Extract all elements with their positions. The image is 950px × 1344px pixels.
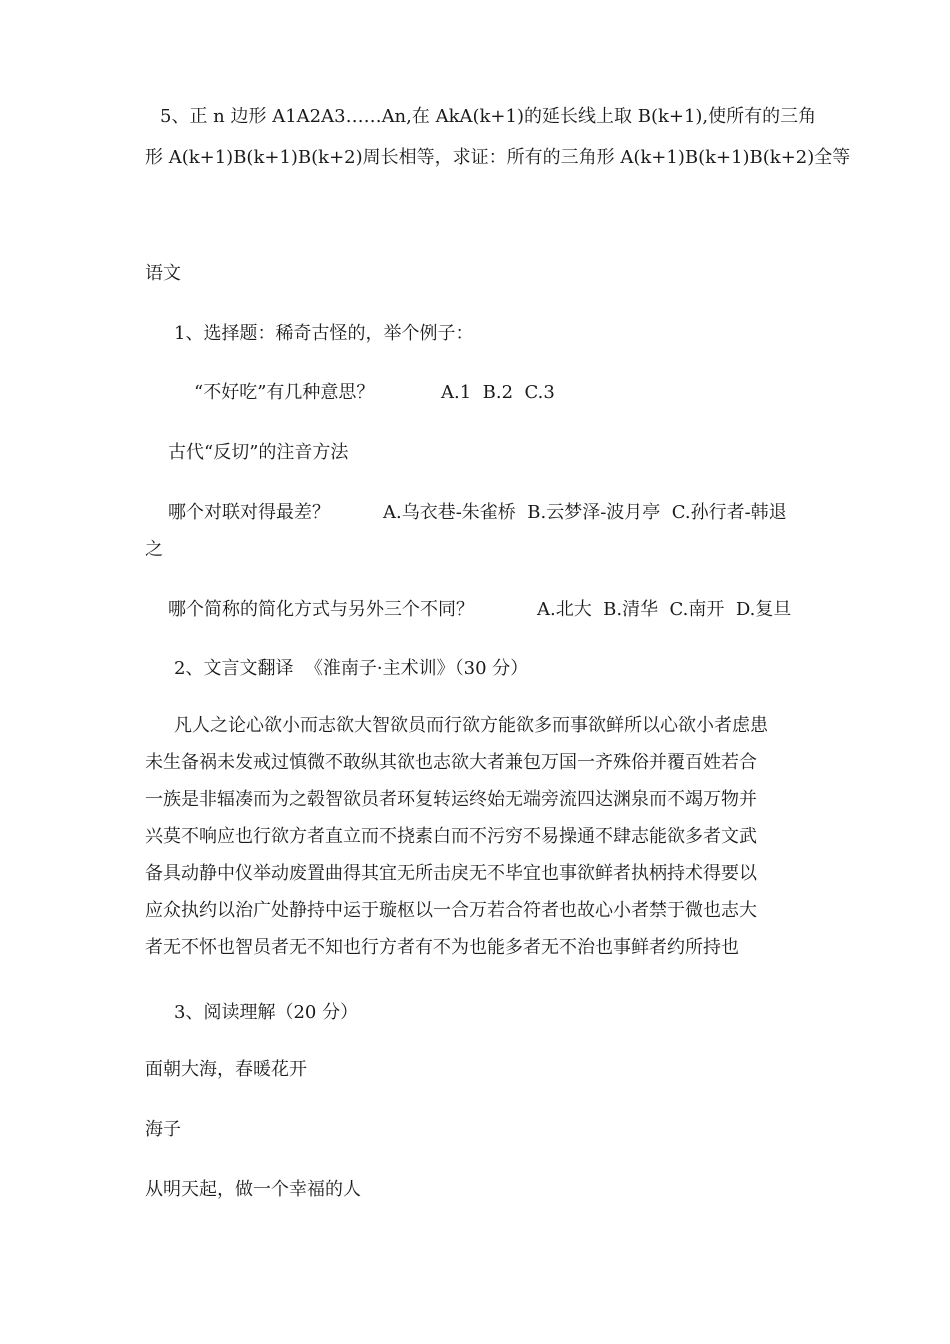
- q2-title: 2、文言文翻译 《淮南子·主术训》（30 分）: [174, 658, 529, 679]
- passage-line: 未生备祸未发戒过慎微不敢纵其欲也志欲大者兼包万国一齐殊俗并覆百姓若合: [145, 752, 757, 773]
- q1d-options: A.北大 B.清华 C.南开 D.复旦: [537, 599, 792, 620]
- q1-title: 1、选择题：稀奇古怪的，举个例子：: [174, 323, 474, 344]
- q1a-options: A.1 B.2 C.3: [441, 382, 555, 403]
- poem-title: 面朝大海，春暖花开: [145, 1059, 307, 1080]
- passage-line: 应众执约以治广处静持中运于璇枢以一合万若合符者也故心小者禁于微也志大: [145, 900, 757, 921]
- passage-line: 者无不怀也智员者无不知也行方者有不为也能多者无不治也事鲜者约所持也: [145, 937, 739, 958]
- subject-heading: 语文: [145, 263, 181, 284]
- passage-line: 兴莫不响应也行欲方者直立而不挠素白而不污穷不易操通不肆志能欲多者文武: [145, 826, 757, 847]
- math-q5-line2: 形 A(k+1)B(k+1)B(k+2)周长相等，求证：所有的三角形 A(k+1)B(k+1)B(k+2)全等: [145, 147, 851, 168]
- passage-line: 凡人之论心欲小而志欲大智欲员而行欲方能欲多而事欲鲜所以心欲小者虑患: [174, 715, 768, 736]
- q1d-text: 哪个简称的简化方式与另外三个不同？: [168, 599, 474, 620]
- q1b-text: 古代“反切”的注音方法: [168, 442, 349, 463]
- q1c-wrap: 之: [145, 539, 163, 560]
- q1c-options: A.乌衣巷-朱雀桥 B.云梦泽-波月亭 C.孙行者-韩退: [383, 502, 787, 523]
- q3-title: 3、阅读理解（20 分）: [174, 1002, 359, 1023]
- poem-author: 海子: [145, 1119, 181, 1140]
- passage-line: 备具动静中仪举动废置曲得其宜无所击戾无不毕宜也事欲鲜者执柄持术得要以: [145, 863, 757, 884]
- math-q5-line1: 5、正 n 边形 A1A2A3……An,在 AkA(k+1)的延长线上取 B(k+1),使所有的三角: [160, 106, 817, 127]
- q1a-text: “不好吃”有几种意思？: [194, 382, 375, 403]
- passage-line: 一族是非辐凑而为之毂智欲员者环复转运终始无端旁流四达渊泉而不竭万物并: [145, 789, 757, 810]
- poem-line: 从明天起，做一个幸福的人: [145, 1179, 361, 1200]
- q1c-text: 哪个对联对得最差？: [168, 502, 330, 523]
